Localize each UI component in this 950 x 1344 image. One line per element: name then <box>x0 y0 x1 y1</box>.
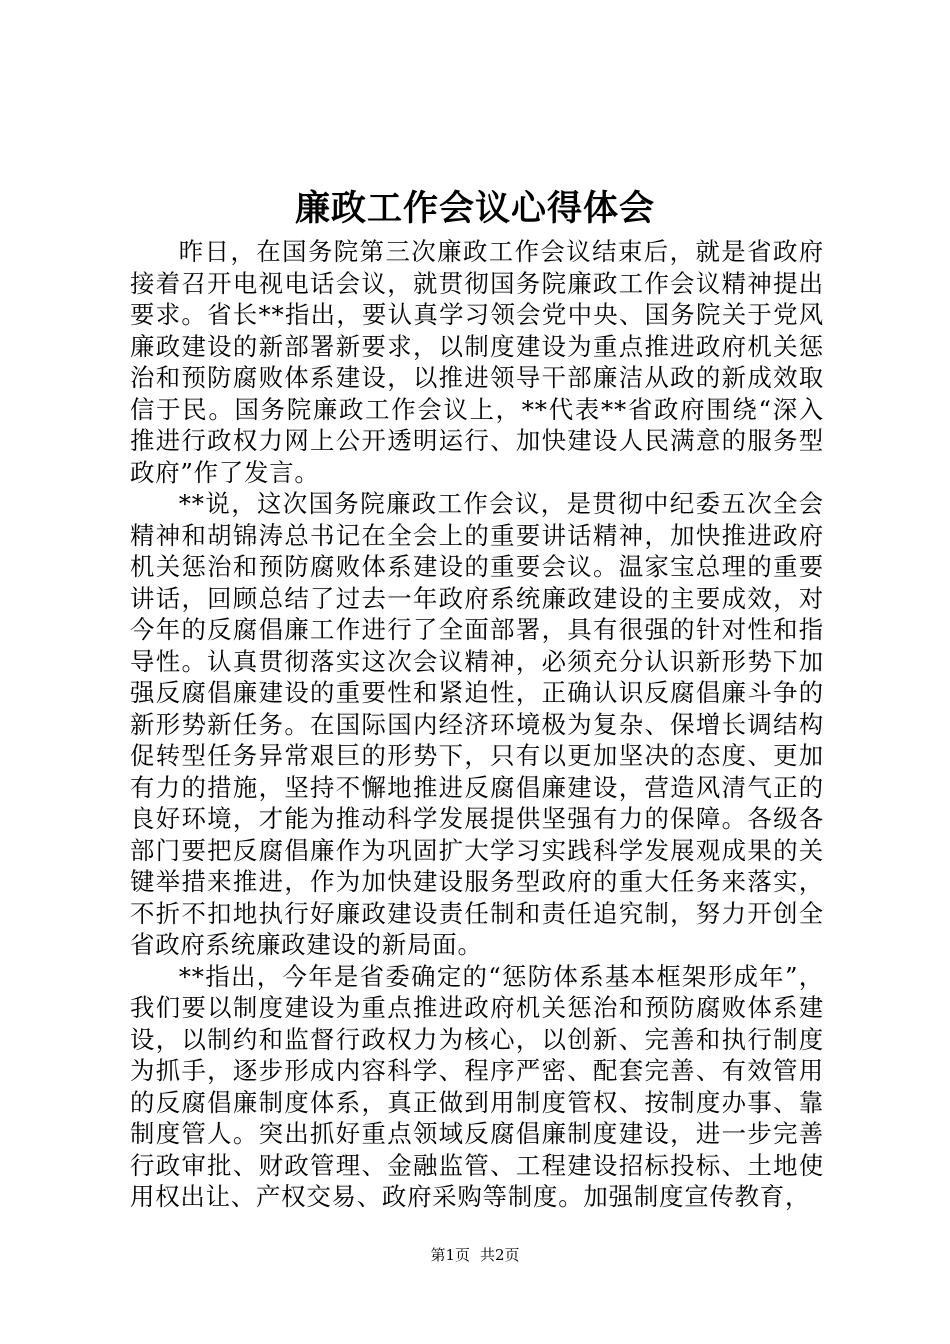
document-body <box>130 236 824 1213</box>
page-footer <box>0 1245 950 1265</box>
page-total: 共2页 <box>480 1246 520 1264</box>
document-title: 廉政工作会议心得体会 <box>294 188 655 229</box>
paragraph-2: **说，这次国务院廉政工作会议，是贯彻中纪委五次全会精神和胡锦涛总书记在全会上的重要讲话精神，加快推进政府机关惩治和预防腐败体系建设的重要会议。温家宝总理的重要讲话，回顾总结了过去一年政府系统廉政建设的主要成效，对今年的反腐倡廉工作进行了全面部署，具有很强的针对性和指导性。认真贯彻落实这次会议精神，必须充分认识新形势下加强反腐倡廉建设的重要性和紧迫性，正确认识反腐倡廉斗争的新形势新任务。在国际国内经济环境极为复杂、保增长调结构促转型任务异常艰巨的形势下，只有以更加坚决的态度、更加有力的措施，坚持不懈地推进反腐倡廉建设，营造风清气正的良好环境，才能为推动科学发展提供坚强有力的保障。各级各部门要把反腐倡廉作为巩固扩大学习实践科学发展观成果的关键举措来推进，作为加快建设服务型政府的重大任务来落实，不折不扣地执行好廉政建设责任制和责任追究制，努力开创全省政府系统廉政建设的新局面。 <box>130 489 824 959</box>
paragraph-1: 昨日，在国务院第三次廉政工作会议结束后，就是省政府接着召开电视电话会议，就贯彻国务院廉政工作会议精神提出要求。省长**指出，要认真学习领会党中央、国务院关于党风廉政建设的新部署新要求，以制度建设为重点推进政府机关惩治和预防腐败体系建设，以推进领导干部廉洁从政的新成效取信于民。国务院廉政工作会议上，**代表**省政府围绕“深入推进行政权力网上公开透明运行、加快建设人民满意的服务型政府”作了发言。 <box>130 237 824 487</box>
page-number: 第1页 <box>430 1246 470 1264</box>
paragraph-3: **指出，今年是省委确定的“惩防体系基本框架形成年”，我们要以制度建设为重点推进政府机关惩治和预防腐败体系建设，以制约和监督行政权力为核心，以创新、完善和执行制度为抓手，逐步形成内容科学、程序严密、配套完善、有效管用的反腐倡廉制度体系，真正做到用制度管权、按制度办事、靠制度管人。突出抓好重点领域反腐倡廉制度建设，进一步完善行政审批、财政管理、金融监管、工程建设招标投标、土地使用权出让、产权交易、政府采购等制度。加强制度宣传教育， <box>130 961 824 1211</box>
